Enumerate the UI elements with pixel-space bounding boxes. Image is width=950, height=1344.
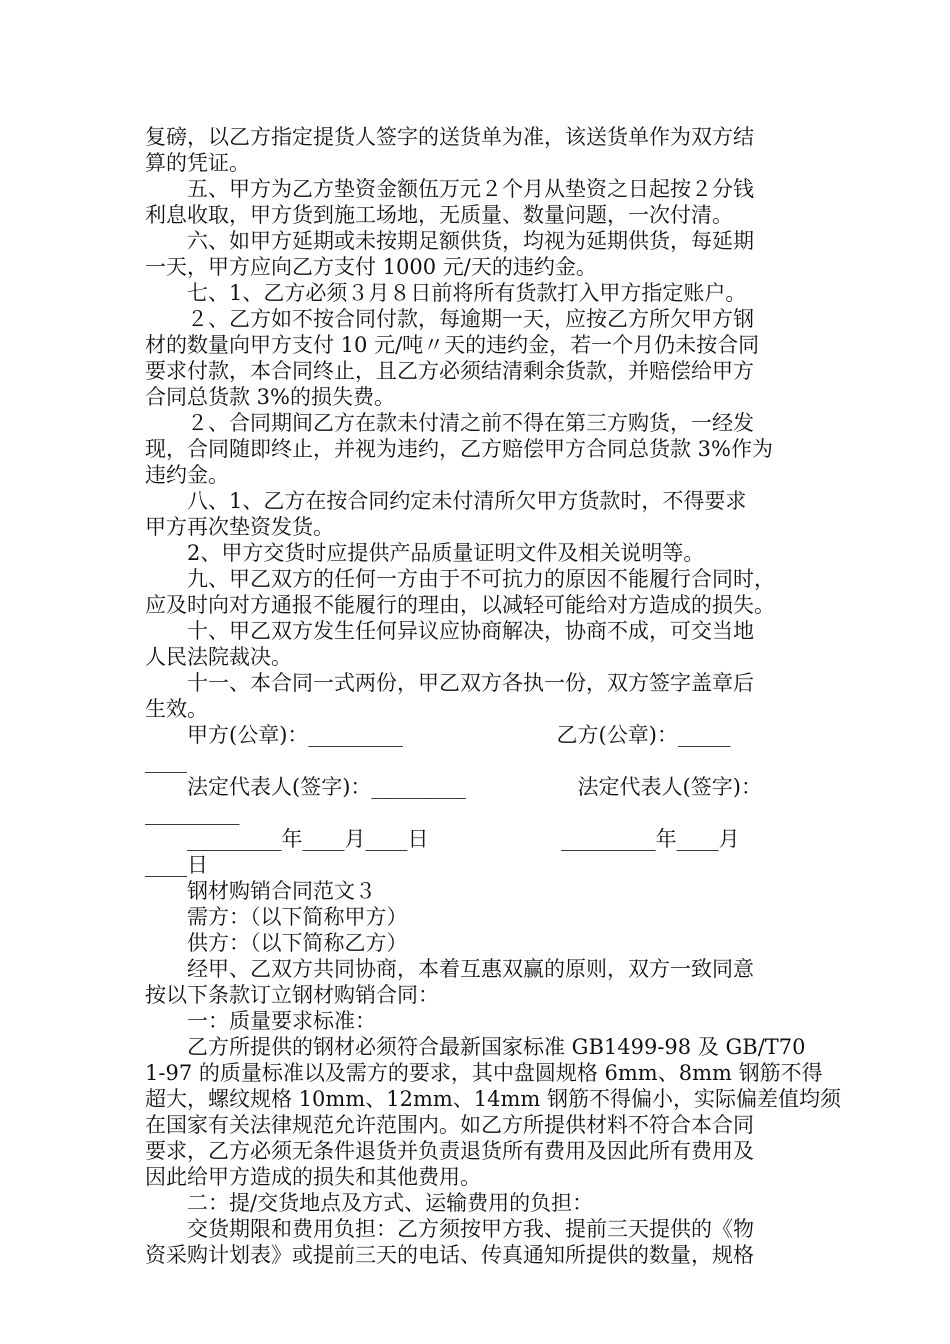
text-line: 生效。 (145, 697, 208, 721)
text-line: 在国家有关法律规范允许范围内。如乙方所提供材料不符合本合同 (145, 1113, 754, 1137)
text-line: 一天，甲方应向乙方支付 1000 元/天的违约金。 (145, 255, 597, 279)
text-line: 2、甲方交货时应提供产品质量证明文件及相关说明等。 (145, 541, 705, 565)
text-line: 甲方再次垫资发货。 (145, 515, 334, 539)
text-line: 十一、本合同一式两份，甲乙双方各执一份，双方签字盖章后 (145, 671, 754, 695)
text-line: 八、1、乙方在按合同约定未付清所欠甲方货款时，不得要求 (145, 489, 747, 513)
text-line: 应及时向对方通报不能履行的理由，以减轻可能给对方造成的损失。 (145, 593, 775, 617)
text-line: 按以下条款订立钢材购销合同： (145, 983, 439, 1007)
text-line: 现，合同随即终止，并视为违约，乙方赔偿甲方合同总货款 3%作为 (145, 437, 773, 461)
text-line: 1-97 的质量标准以及需方的要求，其中盘圆规格 6mm、8mm 钢筋不得 (145, 1061, 823, 1085)
text-line: 超大，螺纹规格 10mm、12mm、14mm 钢筋不得偏小，实际偏差值均须 (145, 1087, 841, 1111)
text-line: 算的凭证。 (145, 151, 250, 175)
date-line: ____日 (145, 853, 208, 877)
text-line: 乙方所提供的钢材必须符合最新国家标准 GB1499-98 及 GB/T70 (145, 1035, 806, 1059)
signature-line: 甲方(公章)：_________ 乙方(公章)：_____ (145, 723, 731, 747)
text-line: 交货期限和费用负担：乙方须按甲方我、提前三天提供的《物 (145, 1217, 754, 1241)
text-line: 合同总货款 3%的损失费。 (145, 385, 395, 409)
signature-line: ____ (145, 749, 187, 773)
signature-line: _________ (145, 801, 240, 825)
text-line: 七、1、乙方必须３月８日前将所有货款打入甲方指定账户。 (145, 281, 747, 305)
text-line: 需方：（以下简称甲方） (145, 905, 408, 929)
section-title: 钢材购销合同范文３ (145, 879, 376, 903)
signature-line: 法定代表人(签字)：_________ 法定代表人(签字)： (145, 775, 762, 799)
text-line: 材的数量向甲方支付 10 元/吨〃天的违约金，若一个月仍未按合同 (145, 333, 760, 357)
text-line: 人民法院裁决。 (145, 645, 292, 669)
text-line: 资采购计划表》或提前三天的电话、传真通知所提供的数量，规格 (145, 1243, 754, 1267)
text-line: 一：质量要求标准： (145, 1009, 376, 1033)
text-line: 十、甲乙双方发生任何异议应协商解决，协商不成，可交当地 (145, 619, 754, 643)
text-line: 要求付款，本合同终止，且乙方必须结清剩余货款，并赔偿给甲方 (145, 359, 754, 383)
text-line: 五、甲方为乙方垫资金额伍万元２个月从垫资之日起按２分钱 (145, 177, 754, 201)
text-line: 违约金。 (145, 463, 229, 487)
text-line: 要求，乙方必须无条件退货并负责退货所有费用及因此所有费用及 (145, 1139, 754, 1163)
text-line: 六、如甲方延期或未按期足额供货，均视为延期供货，每延期 (145, 229, 754, 253)
text-line: 复磅，以乙方指定提货人签字的送货单为准，该送货单作为双方结 (145, 125, 754, 149)
text-line: 二：提/交货地点及方式、运输费用的负担： (145, 1191, 594, 1215)
text-line: ２、合同期间乙方在款未付清之前不得在第三方购货，一经发 (145, 411, 754, 435)
text-line: 利息收取，甲方货到施工场地，无质量、数量问题，一次付清。 (145, 203, 733, 227)
text-line: 九、甲乙双方的任何一方由于不可抗力的原因不能履行合同时， (145, 567, 775, 591)
text-line: 供方：（以下简称乙方） (145, 931, 408, 955)
text-line: 经甲、乙双方共同协商，本着互惠双赢的原则，双方一致同意 (145, 957, 754, 981)
date-line: _________年____月____日 _________年____月 (145, 827, 740, 851)
text-line: ２、乙方如不按合同付款，每逾期一天，应按乙方所欠甲方钢 (145, 307, 754, 331)
text-line: 因此给甲方造成的损失和其他费用。 (145, 1165, 481, 1189)
